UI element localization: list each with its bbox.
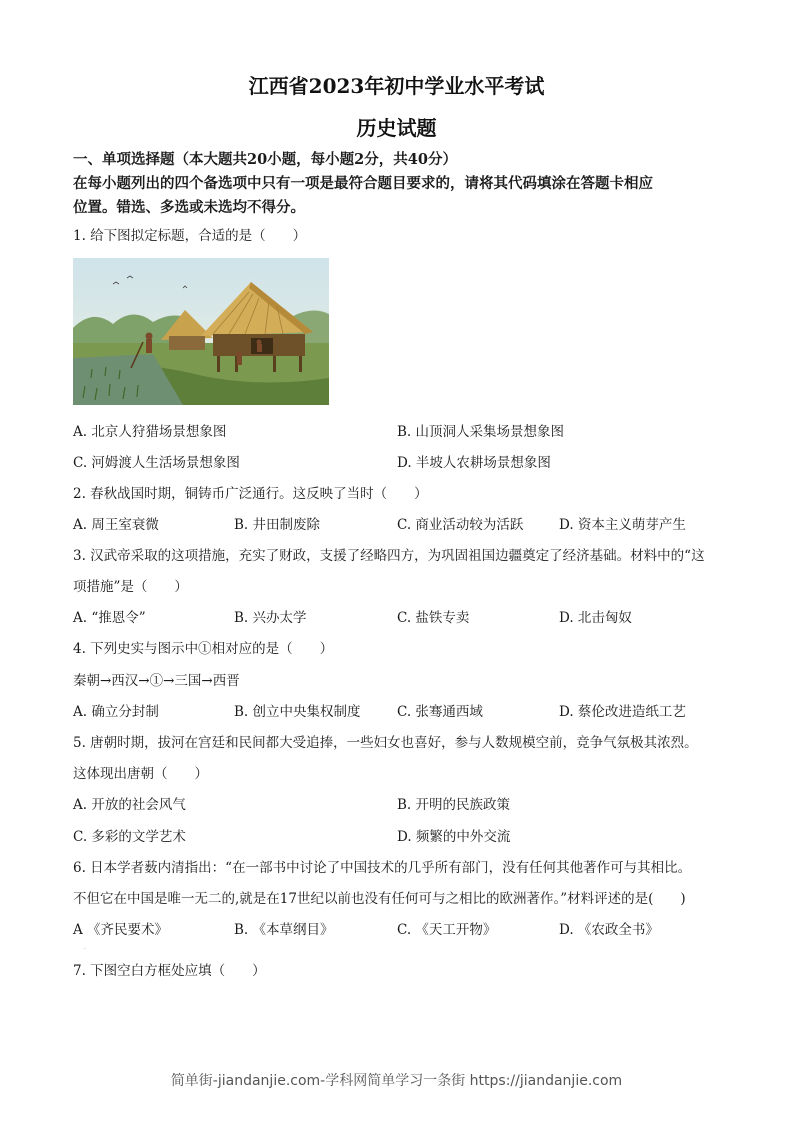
question-6-stem-cont: 不但它在中国是唯一无二的,就是在17世纪以前也没有任何可与之相比的欧洲著作。”材料评述的是( ) (73, 891, 686, 907)
q5-option-c: C. 多彩的文学艺术 (73, 829, 186, 845)
q6-option-c: C. 《天工开物》 (397, 922, 497, 938)
q4-option-d: D. 蔡伦改进造纸工艺 (559, 704, 686, 720)
section-instruction-1: 在每小题列出的四个备选项中只有一项是最符合题目要求的，请将其代码填涂在答题卡相应 (73, 175, 653, 192)
q1-option-a: A. 北京人狩猎场景想象图 (73, 424, 227, 440)
page-footer-watermark: 简单街-jiandanjie.com-学科网简单学习一条街 https://jiandanjie.com (170, 1073, 623, 1089)
question-1-stem: 1. 给下图拟定标题，合适的是（ ） (73, 228, 307, 244)
q1-option-b: B. 山顶洞人采集场景想象图 (397, 424, 565, 440)
q6-option-a: A 《齐民要术》 (73, 922, 169, 938)
q2-option-c: C. 商业活动较为活跃 (397, 517, 524, 533)
q1-option-c: C. 河姆渡人生活场景想象图 (73, 455, 240, 471)
exam-title: 江西省2023年初中学业水平考试 (248, 74, 545, 98)
question-3-stem: 3. 汉武帝采取的这项措施，充实了财政，支援了经略四方，为巩固祖国边疆奠定了经济基础。材料中的“这 (73, 548, 705, 564)
question-6-stem: 6. 日本学者薮内清指出：“在一部书中讨论了中国技术的几乎所有部门，没有任何其他著作可与其相比。 (73, 860, 692, 876)
question-4-stem: 4. 下列史实与图示中①相对应的是（ ） (73, 641, 334, 657)
question-3-stem-cont: 项措施”是（ ） (73, 579, 188, 595)
q2-option-d: D. 资本主义萌芽产生 (559, 517, 686, 533)
exam-subject: 历史试题 (356, 116, 437, 140)
q3-option-c: C. 盐铁专卖 (397, 610, 470, 626)
q2-option-b: B. 井田制废除 (234, 517, 321, 533)
question-7-stem: 7. 下图空白方框处应填（ ） (73, 963, 266, 979)
question-4-timeline: 秦朝→西汉→①→三国→西晋 (73, 673, 240, 689)
q2-option-a: A. 周王室衰微 (73, 517, 159, 533)
q5-option-d: D. 频繁的中外交流 (397, 829, 511, 845)
q4-option-c: C. 张骞通西域 (397, 704, 483, 720)
question-2-stem: 2. 春秋战国时期，铜铸币广泛通行。这反映了当时（ ） (73, 486, 428, 502)
section-heading: 一、单项选择题（本大题共20小题，每小题2分，共40分） (73, 151, 457, 168)
stray-mark: · (84, 946, 86, 953)
q4-option-b: B. 创立中央集权制度 (234, 704, 361, 720)
question-5-stem-cont: 这体现出唐朝（ ） (73, 766, 208, 782)
q3-option-b: B. 兴办太学 (234, 610, 307, 626)
q5-option-a: A. 开放的社会风气 (73, 797, 186, 813)
q5-option-b: B. 开明的民族政策 (397, 797, 511, 813)
q6-option-b: B. 《本草纲目》 (234, 922, 334, 938)
q6-option-d: D. 《农政全书》 (559, 922, 659, 938)
neolithic-village-illustration (73, 258, 329, 405)
question-5-stem: 5. 唐朝时期，拔河在宫廷和民间都大受追捧，一些妇女也喜好，参与人数规模空前，竞争气氛极其浓烈。 (73, 735, 698, 751)
q4-option-a: A. 确立分封制 (73, 704, 159, 720)
q1-option-d: D. 半坡人农耕场景想象图 (397, 455, 551, 471)
q3-option-d: D. 北击匈奴 (559, 610, 632, 626)
q3-option-a: A. “推恩令” (73, 610, 146, 626)
section-instruction-2: 位置。错选、多选或未选均不得分。 (73, 199, 305, 216)
